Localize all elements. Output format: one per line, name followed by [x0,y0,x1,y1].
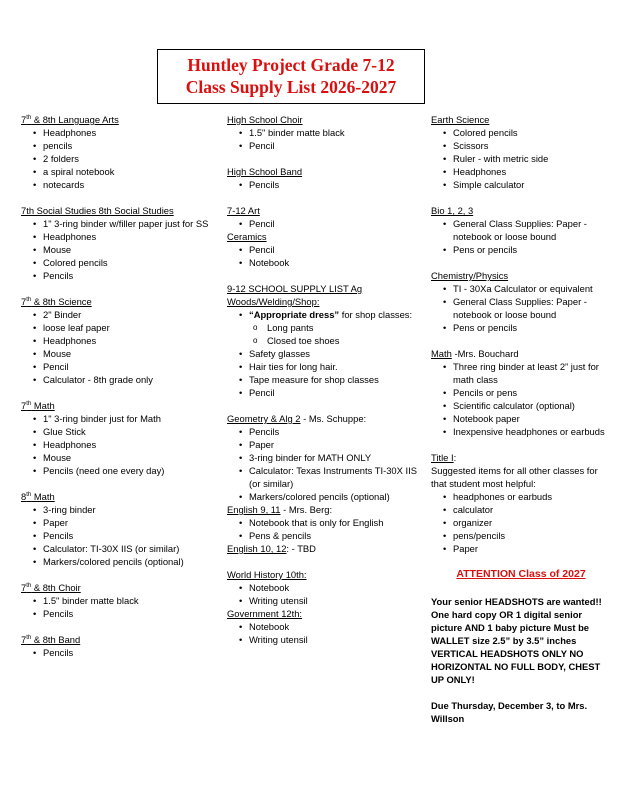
column-middle [227,113,422,659]
list-item: • calculator [431,503,611,516]
section-heading: Title I: [431,452,457,463]
list-item: • Pencils [227,178,422,191]
list-item: • Mouse [21,451,211,464]
item-list [21,646,211,659]
item-list [431,490,611,555]
item-list [21,126,211,191]
list-item: • 1" 3-ring binder w/filler paper just for SS [21,217,211,230]
list-item: • Hair ties for long hair. [227,360,422,373]
list-item: • pencils [21,139,211,152]
list-item: • Paper [21,516,211,529]
item-list [227,581,422,607]
section-choir [21,581,211,620]
section-heading: Ceramics [227,231,267,242]
list-item: • Pencil [21,360,211,373]
list-item: • Pencils [21,607,211,620]
list-item: • Pencil [227,243,422,256]
list-item: • Paper [431,542,611,555]
section-heading: Chemistry/Physics [431,270,509,281]
list-item: • General Class Supplies: Paper - notebook or loose bound [431,295,611,321]
column-left [21,113,211,672]
list-item: o Closed toe shoes [227,334,422,347]
list-item: • Writing utensil [227,594,422,607]
item-list [431,217,611,256]
list-item: • Pencils (need one every day) [21,464,211,477]
section-heading: English 9, 11 - Mrs. Berg: [227,504,333,515]
item-list [431,360,611,438]
list-item: • 1" 3-ring binder just for Math [21,412,211,425]
list-item: • Pens or pencils [431,243,611,256]
list-item: • notecards [21,178,211,191]
list-item: • Headphones [21,438,211,451]
section-language-arts [21,113,211,191]
section-english-10-12 [227,542,422,555]
section-heading: 9-12 SCHOOL SUPPLY LIST Ag [227,283,363,294]
list-item: • General Class Supplies: Paper - notebook or loose bound [431,217,611,243]
item-list [21,217,211,282]
list-item: • headphones or earbuds [431,490,611,503]
list-item: • Pencil [227,139,422,152]
list-item: • Calculator: Texas Instruments TI-30X IIS (or similar) [227,464,422,490]
list-item: • a spiral notebook [21,165,211,178]
list-item: • pens/pencils [431,529,611,542]
title-box [157,49,425,104]
list-item: • Mouse [21,347,211,360]
section-english-9-11 [227,503,422,542]
list-item: • Notebook [227,620,422,633]
list-item: • Markers/colored pencils (optional) [227,490,422,503]
list-item: • Simple calculator [431,178,611,191]
section-world-history [227,568,422,607]
list-item: • Pencil [227,217,422,230]
due-notice: Due Thursday, December 3, to Mrs. Willson [431,700,588,724]
section-heading: 7th Math [21,400,55,411]
title-line-2: Class Supply List 2026-2027 [185,77,397,97]
section-ceramics [227,230,422,269]
list-item: • Calculator - 8th grade only [21,373,211,386]
item-list [227,347,422,399]
list-item: • Three ring binder at least 2” just for math class [431,360,611,386]
section-heading: Math -Mrs. Bouchard [431,348,519,359]
section-bio [431,204,611,256]
section-heading: High School Choir [227,114,303,125]
list-item: • Pencil [227,386,422,399]
section-ag-shop [227,282,422,399]
section-social-studies [21,204,211,282]
section-science [21,295,211,386]
item-list [227,425,422,503]
item-list [21,308,211,386]
section-heading: World History 10th: [227,569,307,580]
section-math-7 [21,399,211,477]
list-item: o Long pants [227,321,422,334]
section-chemistry [431,269,611,334]
list-item: • Headphones [21,126,211,139]
item-list [21,594,211,620]
list-item: • Paper [227,438,422,451]
section-heading: Government 12th: [227,608,303,619]
list-item: • 2 folders [21,152,211,165]
item-list [431,126,611,191]
title-line-1: Huntley Project Grade 7-12 [187,55,395,75]
section-earth-science [431,113,611,191]
section-heading: 7th & 8th Choir [21,582,81,593]
list-item: • 2" Binder [21,308,211,321]
list-item: • Tape measure for shop classes [227,373,422,386]
attention-heading: ATTENTION Class of 2027 [456,568,586,580]
item-list [227,308,422,321]
section-heading: Bio 1, 2, 3 [431,205,474,216]
section-math [431,347,611,438]
section-geometry [227,412,422,503]
list-item: • Pens or pencils [431,321,611,334]
section-hs-band [227,165,422,191]
sub-list [227,321,422,347]
title-i-note: Suggested items for all other classes for that student most helpful: [431,465,598,489]
section-title-i [431,451,611,555]
section-heading: Earth Science [431,114,490,125]
item-list [431,282,611,334]
list-item: • Safety glasses [227,347,422,360]
section-heading: High School Band [227,166,303,177]
list-item: • 1.5" binder matte black [21,594,211,607]
list-item: • Ruler - with metric side [431,152,611,165]
section-heading: 7-12 Art [227,205,260,216]
list-item: • Notebook [227,256,422,269]
section-math-8 [21,490,211,568]
item-list [21,412,211,477]
list-item: • 3-ring binder [21,503,211,516]
list-item: • Pencils [21,529,211,542]
list-item: • organizer [431,516,611,529]
item-list [227,217,422,230]
list-item: • Pencils [21,269,211,282]
list-item: • Colored pencils [21,256,211,269]
list-item: • Headphones [21,230,211,243]
list-item: • Markers/colored pencils (optional) [21,555,211,568]
column-right [431,113,611,725]
list-item: • Notebook paper [431,412,611,425]
item-list [21,503,211,568]
list-item: • Mouse [21,243,211,256]
list-item: • Writing utensil [227,633,422,646]
list-item: • Glue Stick [21,425,211,438]
section-heading: 7th Social Studies 8th Social Studies [21,205,174,216]
list-item: • Pencils or pens [431,386,611,399]
list-item: • TI - 30Xa Calculator or equivalent [431,282,611,295]
section-heading: 8th Math [21,491,55,502]
item-list [227,126,422,152]
list-item: • Pencils [21,646,211,659]
list-item: • Inexpensive headphones or earbuds [431,425,611,438]
list-item: • Scissors [431,139,611,152]
list-item: • Pens & pencils [227,529,422,542]
section-heading: English 10, 12: - TBD [227,543,316,554]
section-heading: 7th & 8th Science [21,296,92,307]
section-heading: Geometry & Alg 2 - Ms. Schuppe: [227,413,367,424]
item-list [227,243,422,269]
list-item: • Pencils [227,425,422,438]
list-item: • Notebook [227,581,422,594]
list-item: • 3-ring binder for MATH ONLY [227,451,422,464]
section-government [227,607,422,646]
list-item: • “Appropriate dress” for shop classes: [227,308,422,321]
section-heading: 7th & 8th Band [21,634,81,645]
item-list [227,178,422,191]
item-list [227,620,422,646]
headshots-notice: Your senior HEADSHOTS are wanted!! One hard copy OR 1 digital senior picture AND 1 baby picture Must be WALLET size 2.5” by 3.5” inches VERTICAL HEADSHOTS ONLY NO HORIZONTAL NO FULL BODY, CHEST UP ONLY! [431,596,602,685]
list-item: • Colored pencils [431,126,611,139]
list-item: • Scientific calculator (optional) [431,399,611,412]
list-item: • Notebook that is only for English [227,516,422,529]
section-heading: 7th & 8th Language Arts [21,114,119,125]
list-item: • Headphones [431,165,611,178]
section-art [227,204,422,230]
list-item: • Calculator: TI-30X IIS (or similar) [21,542,211,555]
list-item: • Headphones [21,334,211,347]
list-item: • 1.5" binder matte black [227,126,422,139]
section-subheading: Woods/Welding/Shop: [227,296,320,307]
item-list [227,516,422,542]
section-hs-choir [227,113,422,152]
section-band [21,633,211,659]
list-item: • loose leaf paper [21,321,211,334]
